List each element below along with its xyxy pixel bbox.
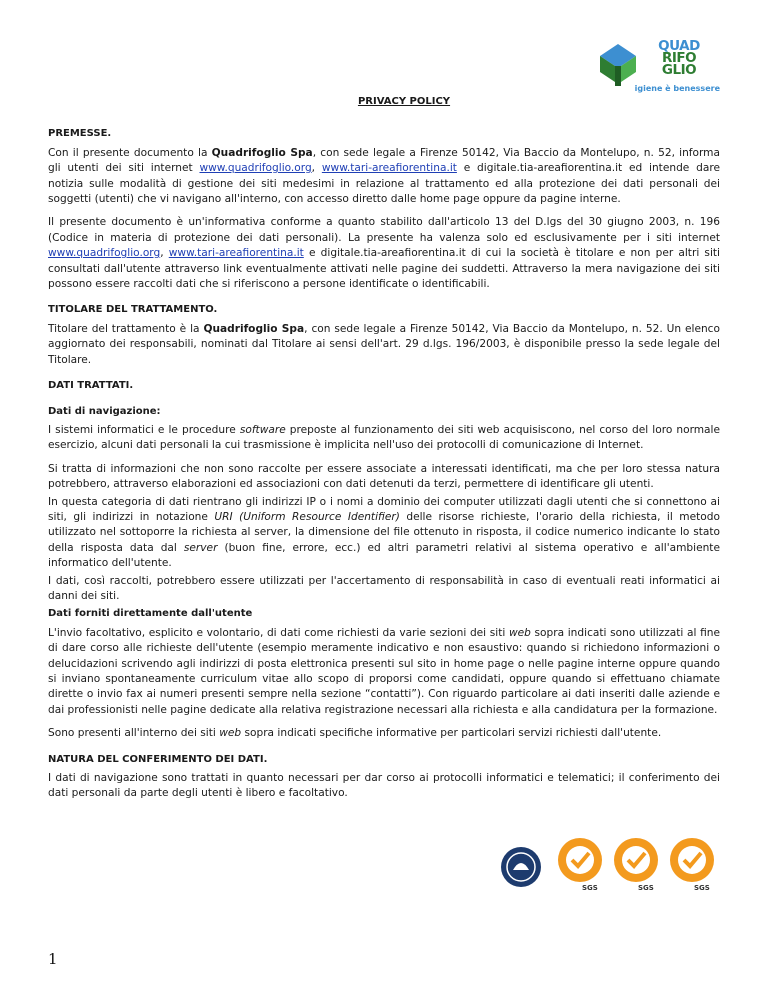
dati-paragraph-3 xyxy=(48,495,720,572)
sgs-label: SGS xyxy=(582,884,598,892)
italic-term: web xyxy=(508,626,531,639)
subheading-dati-navigazione: Dati di navigazione: xyxy=(48,405,161,417)
document-body xyxy=(48,84,720,810)
logo-word-3: GLIO xyxy=(661,62,697,78)
page-number: 1 xyxy=(48,950,58,968)
dati-paragraph-5 xyxy=(48,626,720,718)
company-name: Quadrifoglio Spa xyxy=(211,146,313,159)
logo-wordmark xyxy=(638,40,720,76)
sgs-certification-icon xyxy=(666,834,718,900)
text-run: preposte al funzionamento dei siti web acquisiscono, nel corso del loro normale esercizio, alcuni dati personali la cui trasmissione è implicita nell'uso dei protocolli di comunicazione di Internet. xyxy=(48,423,721,452)
text-run: (buon fine, errore, ecc.) ed altri parametri relativi al sistema operativo e all'ambiente informatico dell'utente. xyxy=(48,541,720,570)
link-tari-areafiorentina[interactable]: www.tari-areafiorentina.it xyxy=(321,162,457,175)
dati-paragraph-4: I dati, così raccolti, potrebbero essere utilizzati per l'accertamento di responsabilità in caso di eventuali reati informatici ai danni dei siti. xyxy=(48,574,720,602)
link-quadrifoglio[interactable]: www.quadrifoglio.org xyxy=(48,247,161,260)
accredia-seal-icon xyxy=(498,844,544,890)
premesse-paragraph-1 xyxy=(48,146,720,208)
section-heading-natura: NATURA DEL CONFERIMENTO DEI DATI. xyxy=(48,753,268,765)
italic-term: web xyxy=(219,727,242,740)
company-name: Quadrifoglio Spa xyxy=(203,322,305,335)
subheading-dati-forniti: Dati forniti direttamente dall'utente xyxy=(48,608,253,620)
logo-word-2: RIFO xyxy=(661,50,697,66)
dati-paragraph-1 xyxy=(48,423,720,454)
text-run: , xyxy=(160,247,169,260)
italic-term: URI (Uniform Resource Identifier) xyxy=(214,510,400,523)
section-heading-dati-trattati: DATI TRATTATI. xyxy=(48,380,134,392)
text-run: , con sede legale a Firenze 50142, Via Baccio da Montelupo, n. 52, informa gli utenti dei siti internet xyxy=(48,146,720,175)
text-run: Con il presente documento la xyxy=(48,146,212,159)
sgs-label: SGS xyxy=(638,884,654,892)
logo-word-1: QUAD xyxy=(658,38,700,54)
link-quadrifoglio[interactable]: www.quadrifoglio.org xyxy=(199,162,312,175)
text-run: sopra indicati sono utilizzati al fine di dare corso alle richieste dell'utente (esempio meramente indicativo e non esaustivo: quando si richiedono informazioni o delucidazioni scrivendo agli indirizzi di posta elettronica presenti sul sito in home page o nelle pagine interne oppure quando si inviano spontaneamente curriculum vitae allo scopo di proporsi come candidati, oppure quando si effettuano chiamate dirette o invio fax ai numeri presenti sempre nella sezione “contatti”). Con riguardo particolare ai dati inseriti dalle aziende e dai professionisti nelle pagine dedicate alla relativa registrazione necessari alla richiesta e alla candidatura per la formazione. xyxy=(48,626,720,716)
text-run: e digitale.tia-areafiorentina.it ed intende dare notizia sulle modalità di gestione dei siti medesimi in relazione al trattamento ed alla protezione dei dati personali dei soggetti (utenti) che vi navigano all'interno, con accesso diretto dalle home page oppure da pagine interne. xyxy=(48,162,720,206)
section-heading-premesse: PREMESSE. xyxy=(48,128,112,140)
text-run: I sistemi informatici e le procedure xyxy=(48,423,240,436)
text-run: L'invio facoltativo, esplicito e volontario, di dati come richiesti da varie sezioni dei siti xyxy=(48,626,509,639)
dati-paragraph-2: Si tratta di informazioni che non sono raccolte per essere associate a interessati identificati, ma che per loro stessa natura potrebbero, attraverso elaborazioni ed associazioni con dati detenuti da terzi, permettere di identificare gli utenti. xyxy=(48,462,720,491)
text-run: sopra indicati specifiche informative per particolari servizi richiesti dall'utente. xyxy=(241,727,662,740)
sgs-certification-icon xyxy=(610,834,662,900)
premesse-paragraph-2 xyxy=(48,215,720,292)
clover-logo-icon xyxy=(598,42,638,86)
section-heading-titolare: TITOLARE DEL TRATTAMENTO. xyxy=(48,304,218,316)
text-run: delle risorse richieste, l'orario della richiesta, il metodo utilizzato nel sottoporre la richiesta al server, la dimensione del file ottenuto in risposta, il codice numerico indicante lo stato della risposta data dal xyxy=(48,510,720,554)
text-run: In questa categoria di dati rientrano gli indirizzi IP o i nomi a dominio dei computer utilizzati dagli utenti che si connettono ai siti, gli indirizzi in notazione xyxy=(48,495,720,523)
sgs-label: SGS xyxy=(694,884,710,892)
text-run: , con sede legale a Firenze 50142, Via Baccio da Montelupo, n. 52. Un elenco aggiornato dei responsabili, nominati dal Titolare ai sensi dell'art. 29 d.lgs. 196/2003, è disponibile presso la sede legale del Titolare. xyxy=(48,322,720,366)
italic-term: software xyxy=(239,423,286,436)
text-run: Sono presenti all'interno dei siti xyxy=(48,727,220,740)
text-run: Il presente documento è un'informativa conforme a quanto stabilito dall'articolo 13 del D.lgs del 30 giugno 2003, n. 196 (Codice in materia di protezione dei dati personali). La presente ha valenza solo ed esclusivamente per i siti internet xyxy=(48,216,720,244)
natura-paragraph: I dati di navigazione sono trattati in quanto necessari per dar corso ai protocolli informatici e telematici; il conferimento dei dati personali da parte degli utenti è libero e facoltativo. xyxy=(48,772,720,800)
italic-term: server xyxy=(183,541,218,554)
page-title: PRIVACY POLICY xyxy=(357,96,451,107)
text-run: e digitale.tia-areafiorentina.it di cui la società è titolare e non per altri siti consultati dall'utente attraverso link eventualmente attivati nelle pagine dei suddetti. Attraverso la mera navigazione dei siti possono essere raccolti dati che si riferiscono a persone identificate o identificabili. xyxy=(48,247,720,291)
sgs-certification-icon xyxy=(554,834,606,900)
logo-tagline: igiene è benessere xyxy=(634,84,720,93)
dati-paragraph-6 xyxy=(48,726,720,741)
text-run: Titolare del trattamento è la xyxy=(48,322,204,335)
link-tari-areafiorentina[interactable]: www.tari-areafiorentina.it xyxy=(168,247,304,260)
titolare-paragraph xyxy=(48,322,720,368)
certification-badges xyxy=(498,834,720,904)
text-run: , xyxy=(311,162,322,175)
